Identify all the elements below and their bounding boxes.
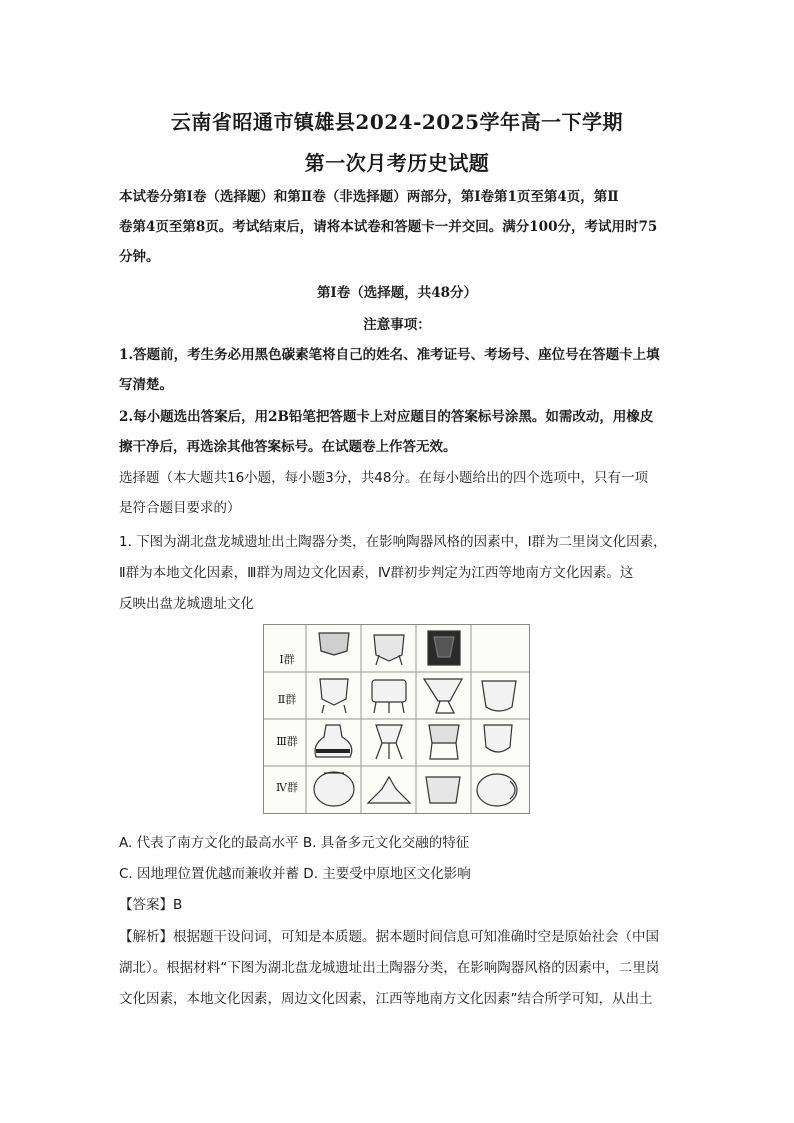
section-heading: 第Ⅰ卷（选择题，共48分） — [316, 285, 478, 301]
pottery-classification-figure — [263, 624, 530, 814]
notice-heading: 注意事项： — [363, 317, 431, 333]
question1-analysis-line2: 湖北）。根据材料“下图为湖北盘龙城遗址出土陶器分类，在影响陶器风格的因素中，二里岗 — [119, 960, 660, 976]
question1-line2: Ⅱ群为本地文化因素，Ⅲ群为周边文化因素，Ⅳ群初步判定为江西等地南方文化因素。这 — [119, 565, 634, 581]
question1-line1: 1. 下图为湖北盘龙城遗址出土陶器分类，在影响陶器风格的因素中，Ⅰ群为二里岗文化因素， — [119, 534, 667, 550]
intro-line2: 卷第4页至第8页。考试结束后，请将本试卷和答题卡一并交回。满分100分，考试用时75 — [119, 219, 658, 235]
document-title-line2: 第一次月考历史试题 — [304, 151, 490, 175]
figure-row-label-3: Ⅲ群 — [276, 735, 298, 748]
question1-analysis-line3: 文化因素，本地文化因素，周边文化因素，江西等地南方文化因素”结合所学可知，从出土 — [119, 991, 653, 1007]
note1-line2: 写清楚。 — [119, 377, 173, 393]
question1-answer: 【答案】B — [119, 897, 183, 913]
pottery-row-3 — [315, 725, 512, 759]
intro-line3: 分钟。 — [119, 249, 160, 265]
choice-intro-line2: 是符合题目要求的） — [119, 500, 241, 516]
choice-intro-line1: 选择题（本大题共16小题，每小题3分，共48分。在每小题给出的四个选项中，只有一项 — [119, 470, 648, 486]
note1-line1: 1.答题前，考生务必用黑色碳素笔将自己的姓名、准考证号、考场号、座位号在答题卡上填 — [119, 347, 660, 363]
pottery-row-2 — [320, 679, 516, 713]
intro-line1: 本试卷分第Ⅰ卷（选择题）和第Ⅱ卷（非选择题）两部分，第Ⅰ卷第1页至第4页，第Ⅱ — [119, 189, 619, 205]
question1-line3: 反映出盘龙城遗址文化 — [119, 596, 254, 612]
pottery-row-1 — [319, 631, 460, 665]
note2-line1: 2.每小题选出答案后，用2B铅笔把答题卡上对应题目的答案标号涂黑。如需改动，用橡皮 — [119, 409, 654, 425]
question1-options-line1: A. 代表了南方文化的最高水平 B. 具备多元文化交融的特征 — [119, 835, 470, 851]
figure-row-label-1: Ⅰ群 — [279, 653, 295, 666]
question1-analysis-line1: 【解析】根据题干设问词，可知是本质题。据本题时间信息可知准确时空是原始社会（中国 — [119, 929, 659, 945]
figure-row-label-4: Ⅳ群 — [276, 781, 298, 794]
document-title-line1: 云南省昭通市镇雄县2024-2025学年高一下学期 — [170, 110, 624, 134]
question1-options-line2: C. 因地理位置优越而兼收并蓄 D. 主要受中原地区文化影响 — [119, 866, 471, 882]
figure-row-label-2: Ⅱ群 — [277, 693, 297, 706]
note2-line2: 擦干净后，再选涂其他答案标号。在试题卷上作答无效。 — [119, 439, 457, 455]
